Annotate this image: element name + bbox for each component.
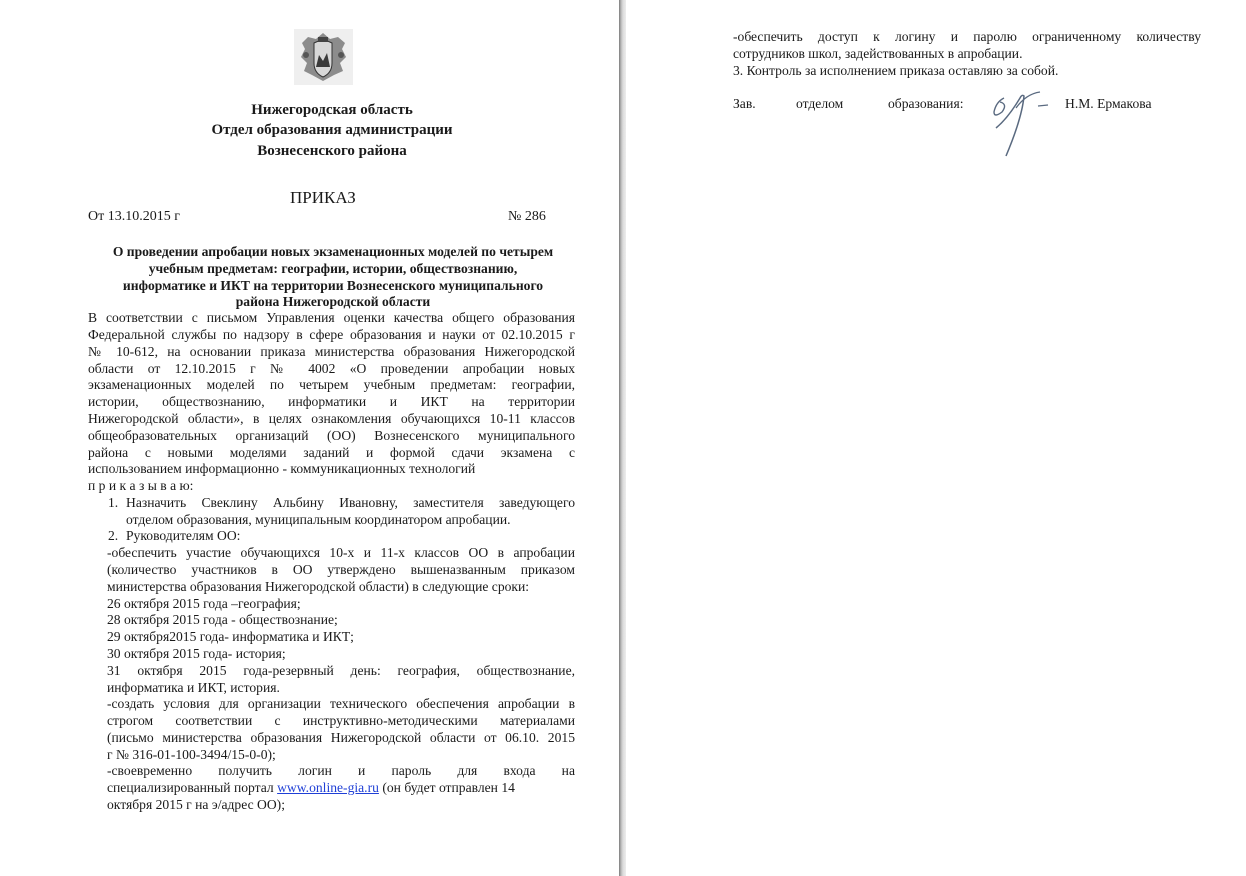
preamble-line: Нижегородской области», в целях ознакомления обучающихся 10-11 классов — [88, 411, 575, 426]
preamble-line: истории, обществознанию, информатики и ИКТ на территории — [88, 394, 575, 409]
item-1-number: 1. — [108, 495, 119, 510]
page2-line: 3. Контроль за исполнением приказа оставляю за собой. — [733, 63, 1059, 78]
preamble-line: Федеральной службы по надзору в сфере образования и науки от 02.10.2015 г — [88, 327, 575, 342]
preamble-line: области от 12.10.2015 г № 4002 «О проведении апробации новых — [88, 361, 575, 376]
portal-suffix: (он будет отправлен 14 — [378, 780, 515, 795]
header-line-2: Отдел образования администрации — [211, 122, 453, 138]
item-2-line: г № 316-01-100-3494/15-0-0); — [107, 747, 276, 762]
portal-link[interactable]: www.online-gia.ru — [277, 780, 379, 795]
portal-line — [107, 780, 515, 797]
item-2-line: 30 октября 2015 года- история; — [107, 646, 286, 661]
header-line-1: Нижегородская область — [251, 102, 413, 118]
subject-line: информатике и ИКТ на территории Вознесенского муниципального — [122, 278, 544, 293]
order-number: № 286 — [508, 209, 546, 224]
item-2-line: (письмо министерства образования Нижегородской области от 06.10. 2015 — [107, 730, 575, 745]
item-2-line: 26 октября 2015 года –география; — [107, 596, 301, 611]
preamble-line: использованием информационно - коммуникационных технологий — [88, 461, 476, 476]
item-2-line: (количество участников в ОО утверждено вышеназванным приказом — [107, 562, 575, 577]
preamble-line: общеобразовательных организаций (ОО) Вознесенского муниципального — [88, 428, 575, 443]
item-2-number: 2. — [108, 528, 119, 543]
header-line-3: Вознесенского района — [257, 143, 407, 159]
signature-word: отделом — [796, 96, 844, 111]
portal-prefix: специализированный портал — [107, 780, 278, 795]
preamble-line: В соответствии с письмом Управления оценки качества общего образования — [88, 310, 575, 325]
document-page-1 — [0, 0, 619, 876]
orders-word: п р и к а з ы в а ю: — [88, 478, 194, 493]
item-2-line: 29 октября2015 года- информатика и ИКТ; — [107, 629, 354, 644]
order-date: От 13.10.2015 г — [88, 209, 180, 224]
item-2-line: -обеспечить участие обучающихся 10-х и 11-х классов ОО в апробации — [107, 545, 575, 560]
item-1-line: Назначить Свеклину Альбину Ивановну, заместителя заведующего — [126, 495, 575, 510]
signatory-name: Н.М. Ермакова — [1065, 96, 1152, 111]
signature-word: образования: — [888, 96, 964, 111]
item-2-line: -своевременно получить логин и пароль для входа на — [107, 763, 575, 778]
coat-of-arms-icon — [294, 29, 353, 85]
signature-word: Зав. — [733, 96, 756, 111]
item-2-line: строгом соответствии с инструктивно-методическими материалами — [107, 713, 575, 728]
item-1-line: отделом образования, муниципальным координатором апробации. — [126, 512, 511, 527]
preamble-line: экзаменационных моделей по четырем учебным предметам: географии, — [88, 377, 575, 392]
portal-last-line: октября 2015 г на э/адрес ОО); — [107, 797, 285, 812]
page2-line: -обеспечить доступ к логину и паролю ограниченному количеству — [733, 29, 1201, 44]
item-2-line: 31 октября 2015 года-резервный день: география, обществознание, — [107, 663, 575, 678]
document-type: ПРИКАЗ — [290, 188, 356, 207]
preamble-line: района с новыми моделями заданий и формой сдачи экзамена с — [88, 445, 575, 460]
item-2-line: информатика и ИКТ, история. — [107, 680, 280, 695]
subject-line: района Нижегородской области — [235, 294, 431, 309]
preamble-line: № 10-612, на основании приказа министерства образования Нижегородской — [88, 344, 575, 359]
subject-line: учебным предметам: географии, истории, обществознанию, — [148, 261, 518, 276]
handwritten-signature-icon — [982, 88, 1060, 162]
item-2-title: Руководителям ОО: — [126, 528, 241, 543]
item-2-line: 28 октября 2015 года - обществознание; — [107, 612, 338, 627]
page-separator — [619, 0, 626, 876]
item-2-line: -создать условия для организации технического обеспечения апробации в — [107, 696, 575, 711]
subject-line: О проведении апробации новых экзаменационных моделей по четырем — [112, 244, 554, 259]
item-2-line: министерства образования Нижегородской области) в следующие сроки: — [107, 579, 530, 594]
page2-line: сотрудников школ, задействованных в апробации. — [733, 46, 1023, 61]
document-page-2 — [626, 0, 1246, 876]
